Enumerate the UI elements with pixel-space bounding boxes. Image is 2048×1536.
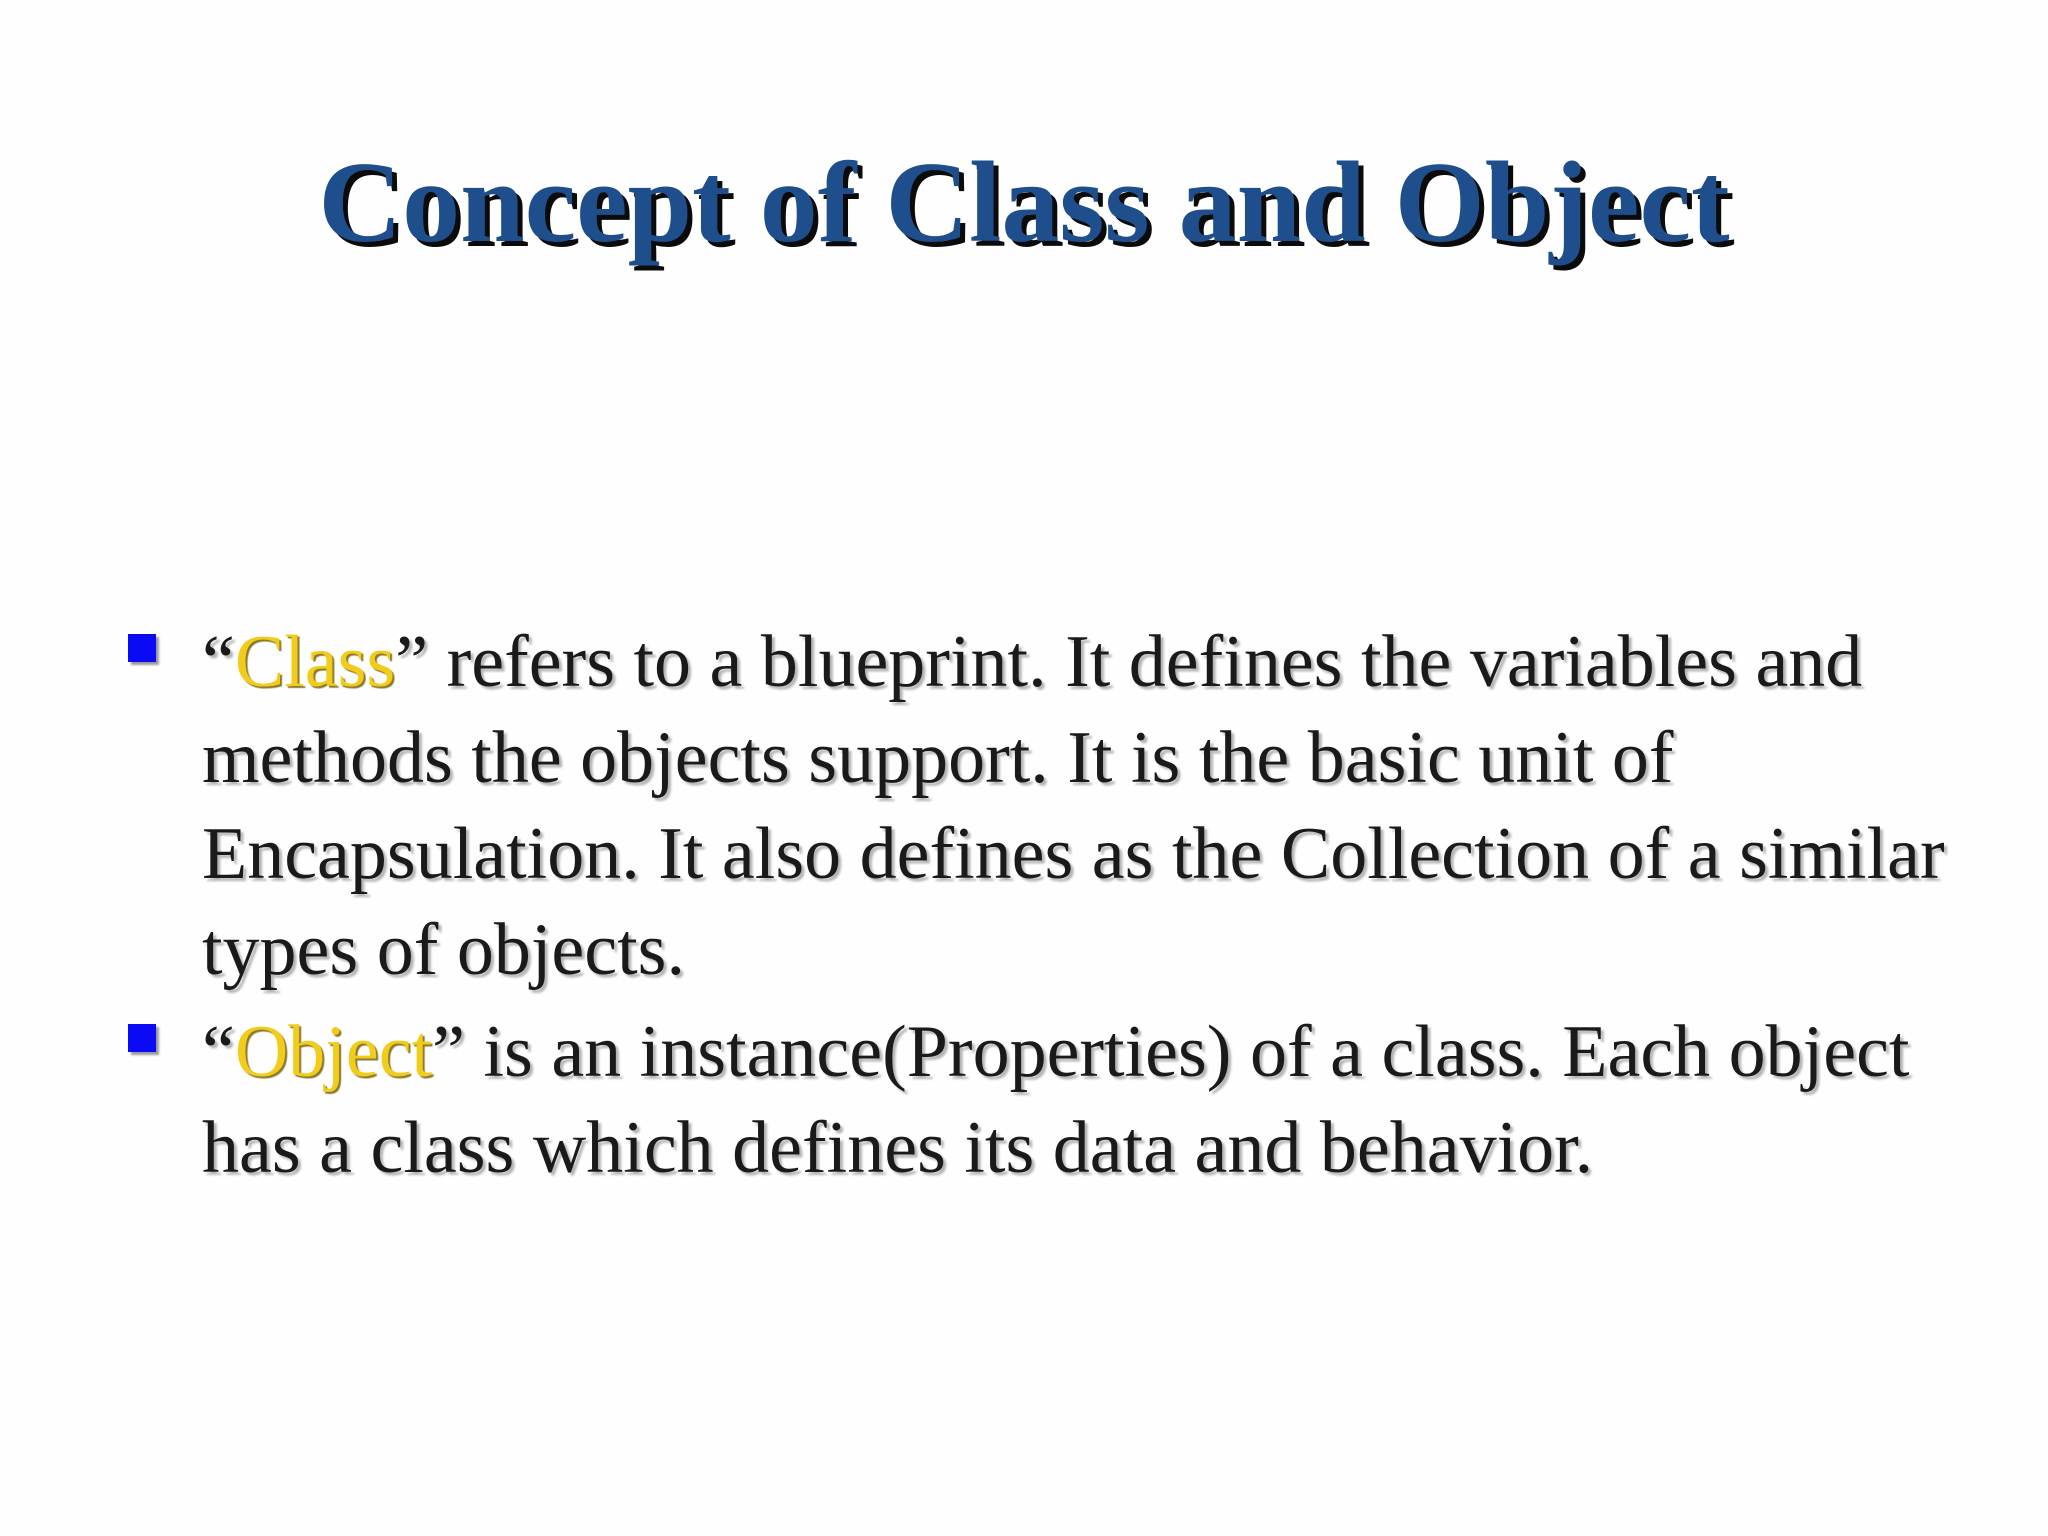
- square-bullet-icon: [128, 1024, 156, 1052]
- open-quote: “: [202, 1011, 235, 1093]
- square-bullet-icon: [128, 634, 156, 662]
- bullet-item-class: [126, 614, 1986, 998]
- term-object: Object: [234, 1011, 433, 1093]
- bullet-text-class: refers to a blueprint. It defines the variables and methods the objects support. It is the basic unit of Encapsulation. It also defines as the Collection of a similar types of objects.: [202, 621, 1945, 991]
- close-quote: ”: [432, 1011, 465, 1093]
- open-quote: “: [202, 621, 235, 703]
- close-quote: ”: [395, 621, 429, 703]
- slide-title: Concept of Class and Object: [318, 139, 1730, 267]
- bullet-list: [126, 614, 1986, 1202]
- term-class: Class: [234, 621, 396, 703]
- bullet-item-object: [126, 1004, 1986, 1196]
- bullet-text-object: is an instance(Properties) of a class. Each object has a class which defines its data and behavior.: [202, 1011, 1910, 1189]
